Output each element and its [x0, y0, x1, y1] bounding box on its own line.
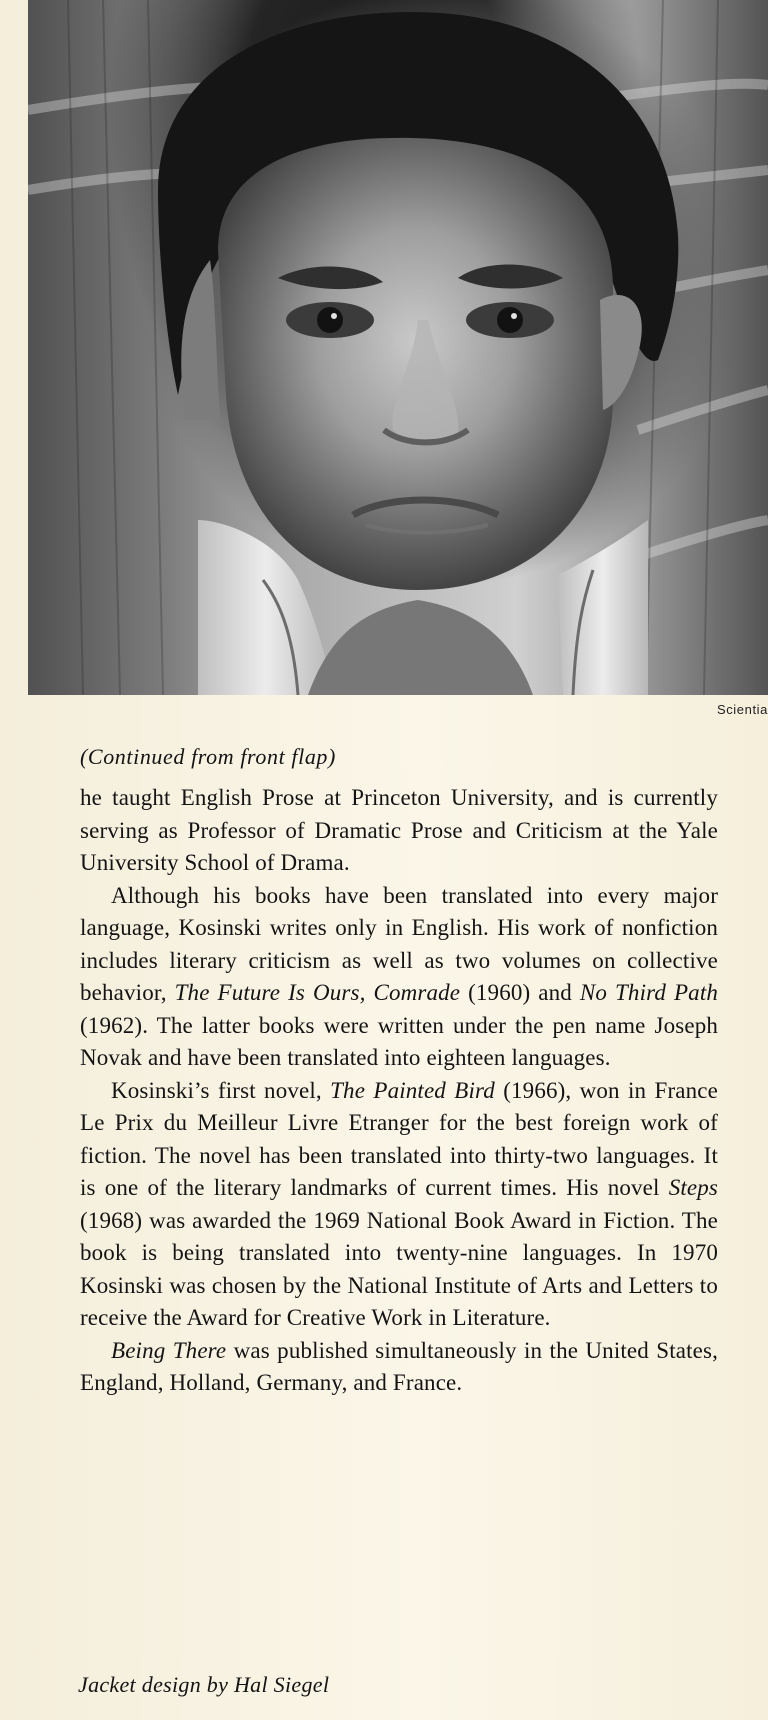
paragraph-novels-intro: Kosinski’s first novel, — [111, 1077, 331, 1103]
paragraph-nonfiction-middle: (1960) and — [460, 980, 580, 1005]
book-title-future-is-ours: The Future Is Ours, Comrade — [174, 980, 461, 1005]
photo-credit: Scientia — [716, 702, 768, 717]
paragraph-novels-middle: (1966), won in France Le Prix du Meilleur Livre Etranger for the best foreign work of fiction. The novel has been translated into thirty-two languages. It is one of the literary landmarks of current times. His novel — [80, 1077, 718, 1200]
paragraph-nonfiction-outro: (1962). The latter books were written under the pen name Joseph Novak and have been translated into eighteen languages. — [80, 1012, 718, 1070]
paragraph-teaching-career-text: he taught English Prose at Princeton University, and is currently serving as Professor of Dramatic Prose and Criticism at the Yale University School of Drama. — [80, 785, 718, 875]
book-title-painted-bird: The Painted Bird — [330, 1077, 495, 1103]
paragraph-being-there-text: was published simultaneously in the United States, England, Holland, Germany, and France. — [80, 1337, 718, 1395]
book-title-being-there: Being There — [111, 1337, 227, 1363]
flap-text-column — [80, 742, 718, 1400]
author-photograph — [28, 0, 768, 695]
paragraph-novels — [80, 1075, 718, 1335]
paragraph-nonfiction — [80, 880, 718, 1075]
paragraph-teaching-career — [80, 782, 718, 880]
paragraph-nonfiction-intro: Although his books have been translated into every major language, Kosinski writes only in English. His work of nonfiction includes literary criticism as well as two volumes on collective behavior, — [80, 882, 718, 1005]
paragraph-being-there — [80, 1335, 718, 1400]
continued-note: (Continued from front flap) — [80, 744, 336, 769]
book-title-no-third-path: No Third Path — [579, 980, 719, 1005]
author-portrait-image — [28, 0, 768, 695]
paragraph-novels-outro: (1968) was awarded the 1969 National Book Award in Fiction. The book is being translated into twenty-nine languages. In 1970 Kosinski was chosen by the National Institute of Arts and Letters to receive the Award for Creative Work in Literature. — [80, 1207, 718, 1330]
jacket-design-credit: Jacket design by Hal Siegel — [78, 1672, 330, 1697]
book-title-steps: Steps — [668, 1175, 718, 1200]
